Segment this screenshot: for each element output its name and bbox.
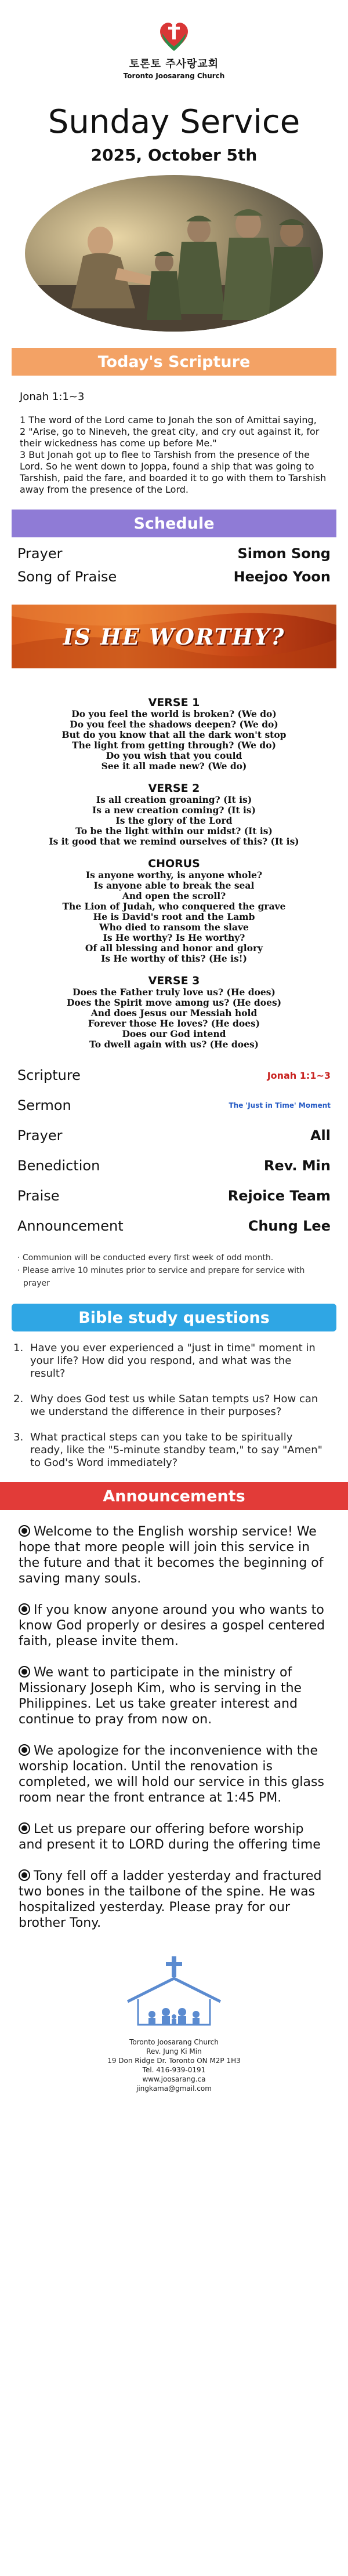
announcement-item — [19, 1602, 329, 1649]
lyric-line: Who died to ransom the slave — [99, 922, 249, 933]
order-row-sermon — [17, 1090, 331, 1120]
lyrics-chorus — [0, 857, 348, 964]
announcement-item — [19, 1821, 329, 1853]
question-item: 3. What practical steps can you take to be spiritually ready, like the "5-minute standby team," to say "Amen" to God's Word immediately? — [27, 1431, 325, 1469]
bullet-icon — [19, 1525, 30, 1537]
bible-study-questions — [27, 1342, 325, 1469]
service-notes — [17, 1251, 331, 1290]
footer-address: 19 Don Ridge Dr. Toronto ON M2P 1H3 — [107, 2057, 241, 2065]
announcement-text: If you know anyone around you who wants to know God properly or desires a gospel centered faith, please invite them. — [19, 1603, 325, 1649]
lyric-line: The Lion of Judah, who conquered the grave — [62, 901, 286, 912]
lyrics-verse-3 — [0, 974, 348, 1050]
footer-email-link[interactable]: jingkama@gmail.com — [136, 2084, 212, 2093]
lyric-line: Do you feel the shadows deepen? (We do) — [70, 719, 278, 730]
bible-study-header: Bible study questions — [12, 1304, 336, 1331]
church-building-icon — [122, 1956, 226, 2032]
order-row-benediction — [17, 1151, 331, 1181]
lyric-line: Do you feel the world is broken? (We do) — [71, 708, 277, 719]
verse-title: VERSE 3 — [148, 974, 200, 987]
lyric-line: Is it good that we remind ourselves of this? (It is) — [49, 836, 299, 847]
announcement-item — [19, 1665, 329, 1727]
bullet-icon — [19, 1603, 30, 1615]
lyric-line: Does the Spirit move among us? (He does) — [66, 997, 282, 1008]
lyric-line: Is anyone able to break the seal — [93, 880, 255, 891]
question-item: 1. Have you ever experienced a "just in time" moment in your life? How did you respond, and what was the result? — [27, 1342, 325, 1380]
lyric-line: Is He worthy? Is He worthy? — [103, 932, 245, 943]
verse-title: VERSE 2 — [148, 782, 200, 795]
announcements-list — [19, 1524, 329, 1931]
song-title: IS HE WORTHY? — [63, 623, 285, 650]
footer-phone: Tel. 416-939-0191 — [142, 2066, 206, 2074]
order-item: Benediction — [17, 1158, 100, 1174]
order-detail: Rejoice Team — [227, 1188, 331, 1204]
church-emblem-icon — [155, 17, 193, 53]
scripture-verse: 2 "Arise, go to Nineveh, the great city, and cry out against it, for their wickedness has come up before Me." — [20, 426, 320, 449]
bullet-icon — [19, 1666, 30, 1678]
announcement-text: Welcome to the English worship service! We hope that more people will join this service in the future and that it becomes the beginning of saving many souls. — [19, 1525, 324, 1586]
lyric-line: And open the scroll? — [122, 890, 226, 901]
order-detail: Rev. Min — [263, 1158, 331, 1174]
order-item: Praise — [17, 1188, 60, 1204]
lyric-line: And does Jesus our Messiah hold — [90, 1007, 258, 1018]
schedule-role: Prayer — [17, 545, 63, 562]
order-item: Prayer — [17, 1127, 63, 1144]
page-title: Sunday Service — [48, 103, 300, 141]
order-row-prayer — [17, 1120, 331, 1151]
order-row-scripture — [17, 1060, 331, 1090]
schedule-row-prayer — [17, 542, 331, 565]
order-row-announcement — [17, 1211, 331, 1241]
lyric-line: Forever those He loves? (He does) — [88, 1018, 260, 1029]
song-banner — [12, 605, 336, 668]
service-date: 2025, October 5th — [90, 145, 258, 165]
schedule-person: Heejoo Yoon — [233, 569, 331, 585]
lyrics-verse-1 — [0, 696, 348, 772]
footer-church-name: Toronto Joosarang Church — [129, 2038, 219, 2046]
lyric-line: Does the Father truly love us? (He does) — [72, 987, 276, 998]
announcement-text: We apologize for the inconvenience with the worship location. Until the renovation is completed, we will hold our service in this glass room near the front entrance at 1:45 PM. — [19, 1744, 324, 1805]
church-logo — [0, 0, 348, 80]
announcement-text: Tony fell off a ladder yesterday and fractured two bones in the tailbone of the spine. He was hospitalized yesterday. Please pray for our brother Tony. — [19, 1869, 322, 1930]
scripture-reference: Jonah 1:1~3 — [20, 391, 85, 403]
lyric-line: Is He worthy of this? (He is!) — [101, 953, 247, 964]
announcement-text: We want to participate in the ministry of Missionary Joseph Kim, who is serving in the Philippines. Let us take greater interest and continue to pray from now on. — [19, 1665, 302, 1727]
scripture-passage — [20, 414, 328, 496]
verse-title: CHORUS — [148, 857, 200, 870]
schedule-section-header: Schedule — [12, 510, 336, 537]
announcement-item — [19, 1743, 329, 1806]
schedule-role: Song of Praise — [17, 569, 117, 585]
announcement-item — [19, 1868, 329, 1931]
order-detail: Chung Lee — [248, 1218, 331, 1234]
question-item: 2. Why does God test us while Satan tempts us? How can we understand the difference in their purposes? — [27, 1393, 325, 1418]
sermon-title: The 'Just in Time' Moment — [229, 1101, 331, 1109]
scripture-verse: 3 But Jonah got up to flee to Tarshish from the presence of the Lord. So he went down to Joppa, found a ship that was going to Tarshish, paid the fare, and boarded it to go with them to Tarshish away from the presence of the Lord. — [20, 449, 327, 495]
verse-title: VERSE 1 — [148, 696, 200, 709]
order-of-service — [17, 1060, 331, 1241]
note-item: · Please arrive 10 minutes prior to service and prepare for service with prayer — [17, 1266, 305, 1288]
footer-contact — [107, 2037, 241, 2093]
schedule-person: Simon Song — [237, 545, 331, 562]
lyric-line: Does our God intend — [122, 1028, 226, 1039]
lyric-line: But do you know that all the dark won't stop — [61, 729, 287, 740]
footer-pastor: Rev. Jung Ki Min — [146, 2047, 202, 2055]
lyric-line: To be the light within our midst? (It is) — [75, 825, 273, 836]
announcement-item — [19, 1524, 329, 1587]
church-name-english: Toronto Joosarang Church — [123, 72, 225, 80]
bullet-icon — [19, 1869, 30, 1881]
lyric-line: Is anyone worthy, is anyone whole? — [85, 869, 263, 881]
lyric-line: Is all creation groaning? (It is) — [96, 794, 252, 805]
schedule-row-song — [17, 565, 331, 588]
order-item: Sermon — [17, 1097, 71, 1114]
scripture-section-header: Today's Scripture — [12, 348, 336, 376]
lyric-line: Do you wish that you could — [106, 750, 242, 761]
church-name-korean: 토론토 주사랑교회 — [129, 58, 219, 70]
order-row-praise — [17, 1181, 331, 1211]
note-item: · Communion will be conducted every first week of odd month. — [17, 1253, 274, 1262]
lyric-line: He is David's root and the Lamb — [93, 911, 255, 922]
hero-illustration — [25, 175, 323, 332]
order-detail: All — [310, 1127, 331, 1144]
footer — [0, 1956, 348, 2093]
lyric-line: The light from getting through? (We do) — [72, 740, 276, 751]
lyric-line: See it all made new? (We do) — [101, 761, 247, 772]
lyric-line: Is a new creation coming? (It is) — [92, 805, 256, 816]
bullet-icon — [19, 1822, 30, 1834]
hero-painting — [25, 175, 323, 332]
announcement-text: Let us prepare our offering before worship and present it to LORD during the offering time — [19, 1822, 321, 1852]
lyric-line: To dwell again with us? (He does) — [89, 1039, 259, 1050]
lyric-line: Is the glory of the Lord — [115, 815, 233, 826]
lyrics-verse-2 — [0, 782, 348, 847]
order-item: Scripture — [17, 1067, 81, 1083]
bullet-icon — [19, 1744, 30, 1756]
schedule-list — [0, 542, 348, 588]
scripture-verse: 1 The word of the Lord came to Jonah the son of Amittai saying, — [20, 414, 317, 425]
order-detail: Jonah 1:1~3 — [267, 1069, 331, 1081]
announcements-header: Announcements — [0, 1482, 348, 1510]
order-item: Announcement — [17, 1218, 124, 1234]
song-lyrics — [0, 696, 348, 1050]
lyric-line: Of all blessing and honor and glory — [85, 943, 263, 954]
footer-website-link[interactable]: www.joosarang.ca — [142, 2075, 206, 2083]
